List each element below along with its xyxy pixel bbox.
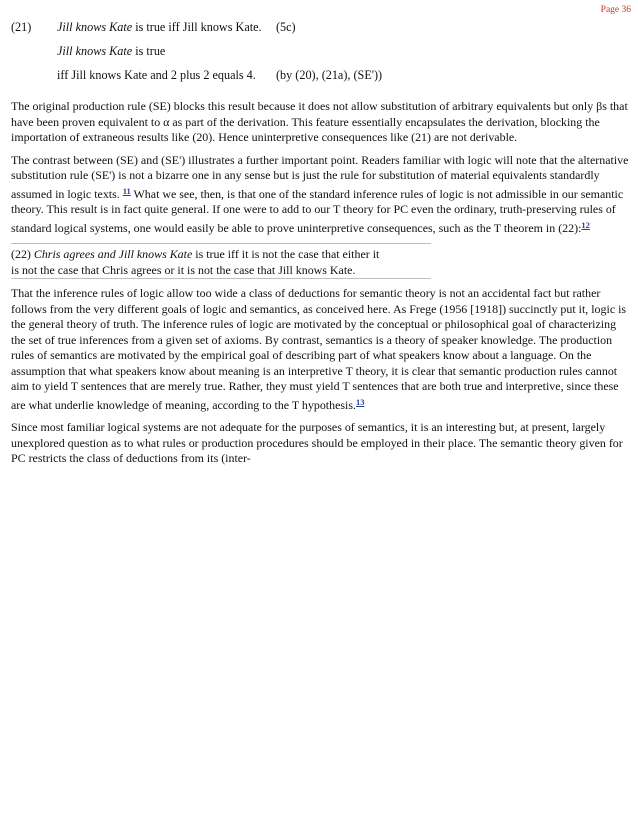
paragraph-contrast-part-2: What we see, then, is that one of the standard inference rules of logic is not admissible in our semantic theory. This result is in fact quite general. If one were to add to our T theory for PC even the ordinary, truth-preserving rules of standard logical systems, one would easily be able to prove uninterpretive consequences, such as the T theorem in (22): bbox=[11, 186, 624, 235]
body-text bbox=[11, 99, 631, 474]
footnote-link-11[interactable]: 11 bbox=[122, 185, 131, 196]
example-22-line-1 bbox=[11, 246, 431, 262]
paragraph-familiar-logical-systems: Since most familiar logical systems are not adequate for the purposes of semantics, it is an interesting but, at present, largely unexplored question as to what rules or production procedures should be employed in their place. The semantic theory given for PC restricts the class of deductions from its (inter- bbox=[11, 420, 623, 465]
example-21-line-3 bbox=[11, 63, 621, 87]
footnote-link-12[interactable]: 12 bbox=[581, 219, 590, 230]
example-21-line-3-justification: (by (20), (21a), (SE')) bbox=[276, 68, 383, 82]
example-22 bbox=[11, 243, 431, 279]
example-21-line-1 bbox=[11, 15, 621, 39]
example-21-line-1-rest: is true iff Jill knows Kate. bbox=[132, 20, 262, 34]
example-21-line-2 bbox=[11, 39, 621, 63]
example-22-line-2: is not the case that Chris agrees or it is not the case that Jill knows Kate. bbox=[11, 263, 356, 277]
example-21-line-1-text bbox=[57, 15, 276, 39]
paragraph-logic-vs-semantics-text: That the inference rules of logic allow too wide a class of deductions for semantic theory is not an accidental fact but rather follows from the very different goals of logic and semantics, as conceived here. As Frege (1956 [1918]) succinctly put it, logic is the general theory of truth. The inference rules of logic are motivated by the conceptual or philosophical goal of characterizing the set of true inferences from a given set of axioms. By contrast, semantics is a theory of speaker knowledge. The production rules of semantics are motivated by the empirical goal of describing part of what speakers know about a language. On the assumption that what speakers know about meaning is an interpretive T theory, it is clear that semantic production rules cannot aim to yield T sentences that are merely true. Rather, they must yield T sentences that are both true and interpretive, since these are what underlie knowledge of meaning, according to the T hypothesis. bbox=[11, 286, 627, 412]
example-number: (22) bbox=[11, 247, 34, 261]
page-number: Page 36 bbox=[600, 5, 631, 15]
example-21-line-1-justification: (5c) bbox=[276, 20, 296, 34]
object-language-sentence: Chris agrees and Jill knows Kate bbox=[33, 247, 193, 261]
paragraph-contrast bbox=[11, 153, 631, 237]
paragraph-se-blocks: The original production rule (SE) blocks this result because it does not allow substitution of arbitrary equivalents but only βs that have been proven equivalent to α as part of the derivation. This feature essentially encapsulates the derivation, blocking the importation of extraneous results like (20). Hence uninterpretive consequences like (21) are not derivable. bbox=[11, 99, 628, 144]
example-number: (21) bbox=[11, 20, 32, 34]
example-22-line-1-rest: is true iff it is not the case that either it bbox=[192, 247, 380, 261]
footnote-link-13[interactable]: 13 bbox=[356, 396, 365, 407]
paragraph-contrast-part-1: The contrast between (SE) and (SE') illustrates a further important point. Readers familiar with logic will note that the alternative substitution rule (SE') is not a bizarre one in any sense but is just the rule for substitution of material equivalents standardly assumed in logic texts. bbox=[11, 152, 629, 201]
example-21-line-2-text bbox=[57, 39, 165, 63]
example-21-line-2-rest: is true bbox=[132, 44, 166, 58]
example-21-line-3-text: iff Jill knows Kate and 2 plus 2 equals 4. bbox=[57, 68, 256, 82]
example-21 bbox=[11, 15, 621, 87]
object-language-sentence: Jill knows Kate bbox=[57, 44, 133, 58]
paragraph-logic-vs-semantics bbox=[11, 286, 631, 413]
object-language-sentence: Jill knows Kate bbox=[57, 20, 133, 34]
